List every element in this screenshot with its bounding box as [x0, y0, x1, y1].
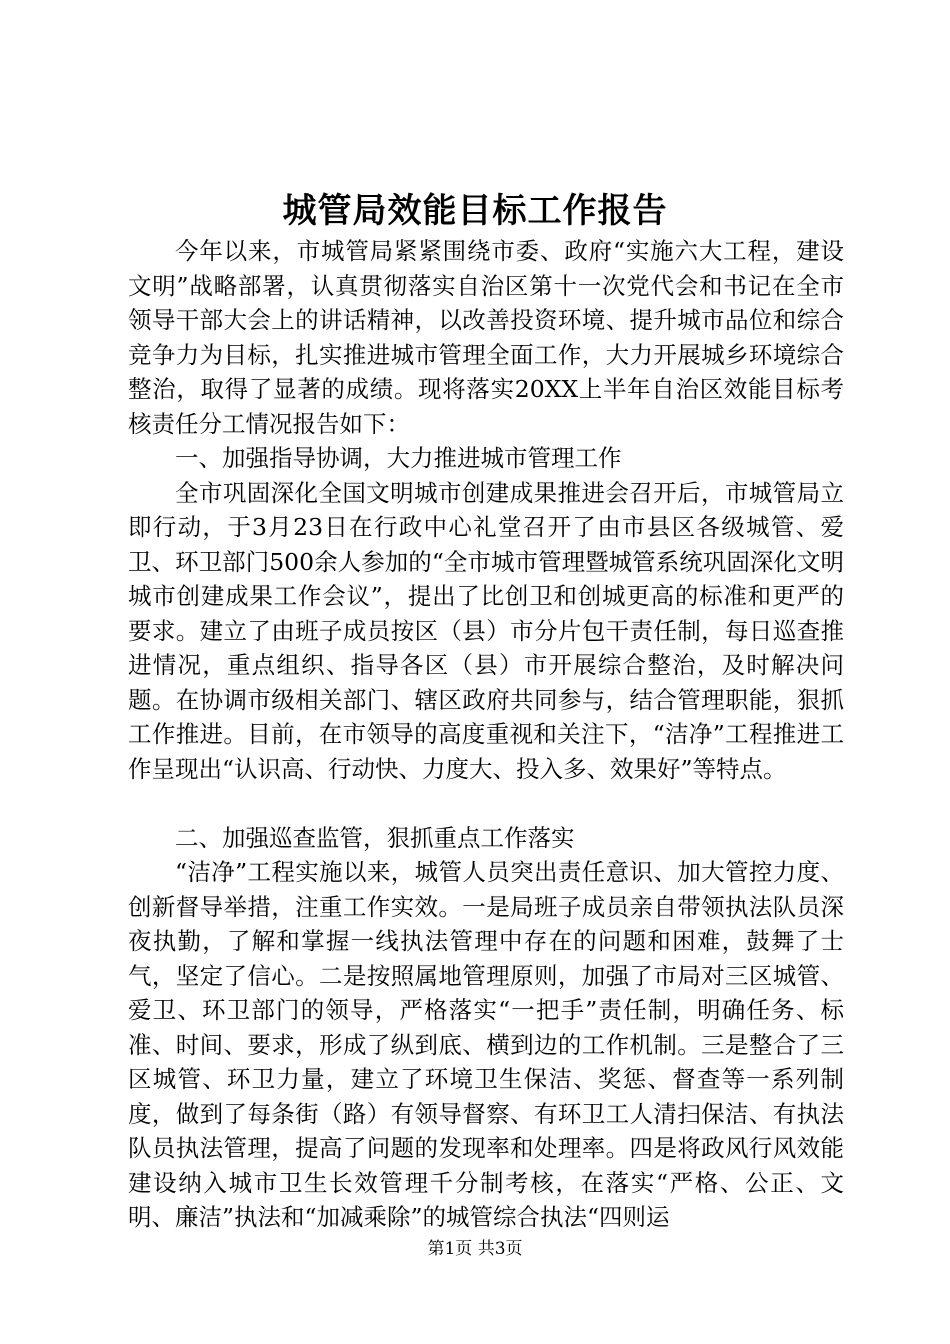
- document-title: 城管局效能目标工作报告: [282, 191, 668, 231]
- section-heading-2: 二、加强巡查监管，狠抓重点工作落实: [175, 823, 575, 852]
- section-heading-1: 一、加强指导协调，大力推进城市管理工作: [175, 444, 622, 472]
- paragraph-intro: 今年以来，市城管局紧紧围绕市委、政府“实施六大工程，建设文明”战略部署，认真贯彻落实自治区第十一次党代会和书记在全市领导干部大会上的讲话精神，以改善投资环境、提升城市品位和综合竞争力为目标，扎实推进城市管理全面工作，大力开展城乡环境综合整治，取得了显著的成绩。现将落实20XX上半年自治区效能目标考核责任分工情况报告如下：: [128, 237, 844, 438]
- paragraph-section-1: 全市巩固深化全国文明城市创建成果推进会召开后，市城管局立即行动，于3月23日在行政中心礼堂召开了由市县区各级城管、爱卫、环卫部门500余人参加的“全市城市管理暨城管系统巩固深化文明城市创建成果工作会议”，提出了比创卫和创城更高的标准和更严的要求。建立了由班子成员按区（县）市分片包干责任制，每日巡查推进情况，重点组织、指导各区（县）市开展综合整治，及时解决问题。在协调市级相关部门、辖区政府共同参与，结合管理职能，狠抓工作推进。目前，在市领导的高度重视和关注下，“洁净”工程推进工作呈现出“认识高、行动快、力度大、投入多、效果好”等特点。: [128, 478, 844, 783]
- paragraph-section-2: “洁净”工程实施以来，城管人员突出责任意识、加大管控力度、创新督导举措，注重工作实效。一是局班子成员亲自带领执法队员深夜执勤，了解和掌握一线执法管理中存在的问题和困难，鼓舞了士气，坚定了信心。二是按照属地管理原则，加强了市局对三区城管、爱卫、环卫部门的领导，严格落实“一把手”责任制，明确任务、标准、时间、要求，形成了纵到底、横到边的工作机制。三是整合了三区城管、环卫力量，建立了环境卫生保洁、奖惩、督查等一系列制度，做到了每条街（路）有领导督察、有环卫工人清扫保洁、有执法队员执法管理，提高了问题的发现率和处理率。四是将政风行风效能建设纳入城市卫生长效管理千分制考核，在落实“严格、公正、文明、廉洁”执法和“加减乘除”的城管综合执法“四则运: [128, 858, 844, 1231]
- document-body: [128, 234, 844, 1235]
- page-footer: 第1页 共3页: [427, 1239, 523, 1259]
